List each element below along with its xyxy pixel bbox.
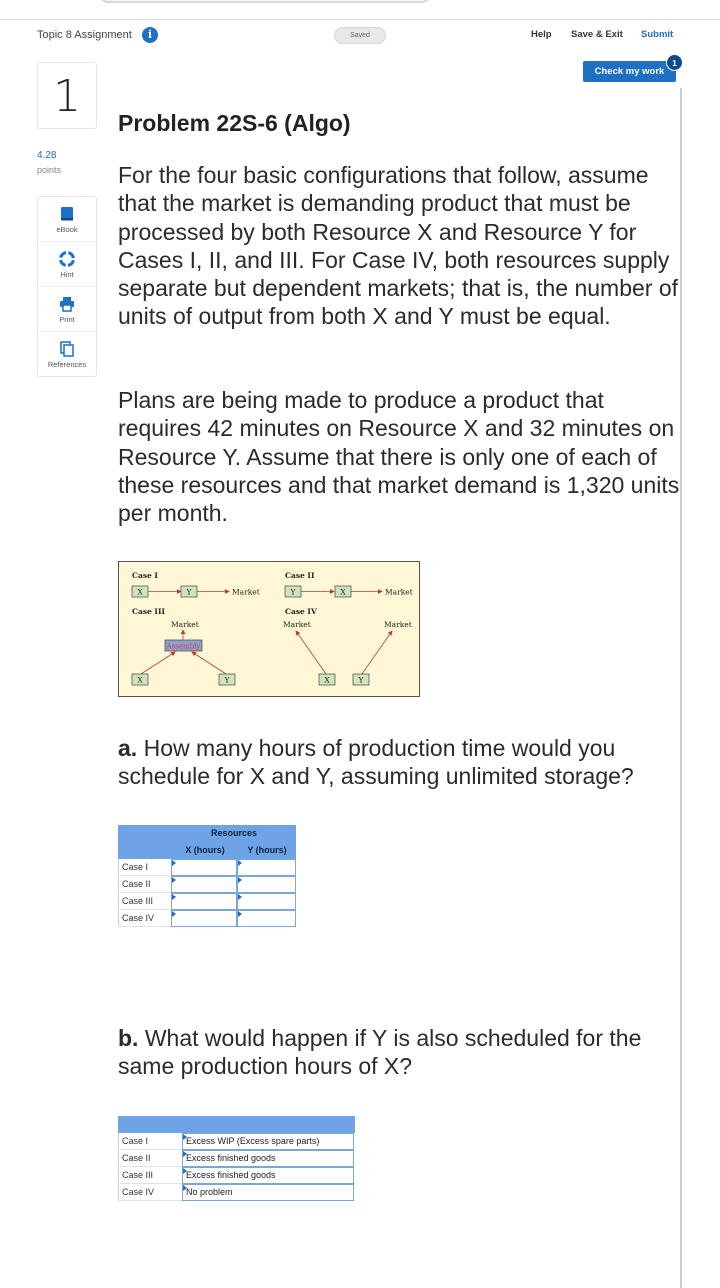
table-row: [118, 859, 296, 876]
row-label: Case III: [122, 896, 154, 906]
case3-assembly-text: Assembly: [166, 642, 201, 651]
print-label: Print: [59, 315, 75, 324]
table-row: [118, 1184, 355, 1201]
row-label: Case II: [122, 879, 151, 889]
case2-y-hours-input[interactable]: [237, 876, 296, 893]
case3-y-text: Y: [224, 675, 230, 685]
input-marker: [172, 877, 176, 883]
input-marker: [183, 1151, 187, 1157]
table-row: [118, 1167, 355, 1184]
hours-table-column-header: [118, 842, 296, 859]
input-marker: [238, 877, 242, 883]
row-label: Case I: [122, 862, 149, 872]
row-label: Case IV: [122, 913, 155, 923]
case3-y-hours-input[interactable]: [237, 893, 296, 910]
case1-outcome-select[interactable]: Excess WIP (Excess spare parts): [182, 1133, 354, 1150]
input-marker: [238, 894, 242, 900]
case4-arrow-x: [296, 631, 326, 674]
case4-y-text: Y: [358, 675, 364, 685]
question-b: [118, 1024, 680, 1081]
row-label: Case I: [122, 1136, 149, 1146]
case3-market-label: Market: [171, 620, 199, 629]
case1-y-text: Y: [186, 587, 192, 597]
case1-x-hours-input[interactable]: [171, 859, 237, 876]
outcome-table-header: [118, 1116, 355, 1133]
problem-paragraph-1: For the four basic configurations that follow, assume that the market is demanding product that must be processed by both Resource X and Resource Y for Cases I, II, and III. For Case IV, both resources supply separate but dependent markets; that is, the number of units of output from both X and Y must be equal.: [118, 162, 679, 330]
assignment-title: Topic 8 Assignment: [37, 29, 132, 41]
input-marker: [172, 860, 176, 866]
question-b-text: What would happen if Y is also scheduled for the same production hours of X?: [118, 1025, 642, 1080]
case3-x-text: X: [137, 675, 143, 685]
check-my-work-button[interactable]: Check my work: [583, 61, 676, 82]
input-marker: [183, 1134, 187, 1140]
configuration-diagram: [118, 561, 420, 697]
help-link[interactable]: Help: [531, 29, 552, 40]
input-marker: [172, 894, 176, 900]
input-marker: [172, 911, 176, 917]
save-exit-link[interactable]: Save & Exit: [571, 29, 623, 40]
problem-paragraph-2: Plans are being made to produce a product that requires 42 minutes on Resource X and 32 minutes on Resource Y. Assume that there is only one of each of these resources and that market demand is 1,320 units per month.: [118, 387, 680, 527]
row-label: Case III: [122, 1170, 154, 1180]
input-marker: [238, 860, 242, 866]
info-icon[interactable]: i: [142, 27, 158, 43]
points-value: 4.28: [37, 150, 57, 161]
top-scroll-pill: [100, 0, 430, 3]
case4-y-hours-input[interactable]: [237, 910, 296, 927]
ebook-tool[interactable]: [38, 197, 96, 242]
case1-x-text: X: [137, 587, 143, 597]
references-label: References: [47, 360, 87, 369]
case3-arrow-x: [141, 652, 175, 674]
case2-label: Case II: [285, 571, 315, 580]
assignment-header: [0, 21, 720, 51]
question-a: [118, 734, 680, 791]
case4-label: Case IV: [285, 607, 317, 616]
case4-x-text: X: [324, 675, 330, 685]
case3-label: Case III: [132, 607, 165, 616]
row-label: Case II: [122, 1153, 151, 1163]
points-label: points: [37, 165, 62, 175]
case3-x-hours-input[interactable]: [171, 893, 237, 910]
x-hours-header: X (hours): [185, 845, 225, 855]
case4-x-hours-input[interactable]: [171, 910, 237, 927]
table-row: [118, 876, 296, 893]
case2-x-hours-input[interactable]: [171, 876, 237, 893]
ebook-label: eBook: [56, 225, 78, 234]
hint-tool[interactable]: [38, 242, 96, 287]
input-marker: [183, 1168, 187, 1174]
case1-label: Case I: [132, 571, 158, 580]
case4-arrow-y: [362, 631, 392, 674]
table-row: [118, 1150, 355, 1167]
content-right-divider: [680, 88, 682, 1288]
table-row: [118, 893, 296, 910]
case2-y-text: Y: [290, 587, 296, 597]
question-a-letter: a.: [118, 735, 138, 761]
case2-market-label: Market: [385, 587, 413, 597]
case4-market-left-label: Market: [283, 620, 311, 629]
case2-outcome-select[interactable]: Excess finished goods: [182, 1150, 354, 1167]
table-row: [118, 910, 296, 927]
case3-arrow-y: [192, 652, 226, 674]
printer-icon: [59, 296, 75, 312]
table-row: [118, 1133, 355, 1150]
input-marker: [183, 1185, 187, 1191]
documents-icon: [59, 341, 75, 357]
question-number: 1: [37, 62, 97, 129]
question-b-letter: b.: [118, 1025, 139, 1051]
print-tool[interactable]: [38, 287, 96, 332]
case1-y-hours-input[interactable]: [237, 859, 296, 876]
lifebuoy-icon: [59, 251, 75, 267]
references-tool[interactable]: [38, 332, 96, 376]
y-hours-header: Y (hours): [247, 845, 287, 855]
hours-table-group-header: [118, 825, 296, 842]
hint-label: Hint: [60, 270, 74, 279]
case4-market-right-label: Market: [384, 620, 412, 629]
resources-header: Resources: [210, 828, 258, 838]
book-icon: [59, 206, 75, 222]
input-marker: [238, 911, 242, 917]
check-work-count-badge: 1: [666, 54, 683, 71]
question-a-text: How many hours of production time would you schedule for X and Y, assuming unlimited storage?: [118, 735, 634, 790]
problem-title: Problem 22S-6 (Algo): [118, 110, 351, 136]
submit-link[interactable]: Submit: [641, 29, 674, 40]
case2-x-text: X: [340, 587, 346, 597]
saved-status-badge: Saved: [334, 27, 386, 44]
row-label: Case IV: [122, 1187, 155, 1197]
case3-outcome-select[interactable]: Excess finished goods: [182, 1167, 354, 1184]
tools-panel: [37, 196, 97, 377]
case1-market-label: Market: [232, 587, 260, 597]
browser-top-strip: [0, 0, 720, 20]
case4-outcome-select[interactable]: No problem: [182, 1184, 354, 1201]
